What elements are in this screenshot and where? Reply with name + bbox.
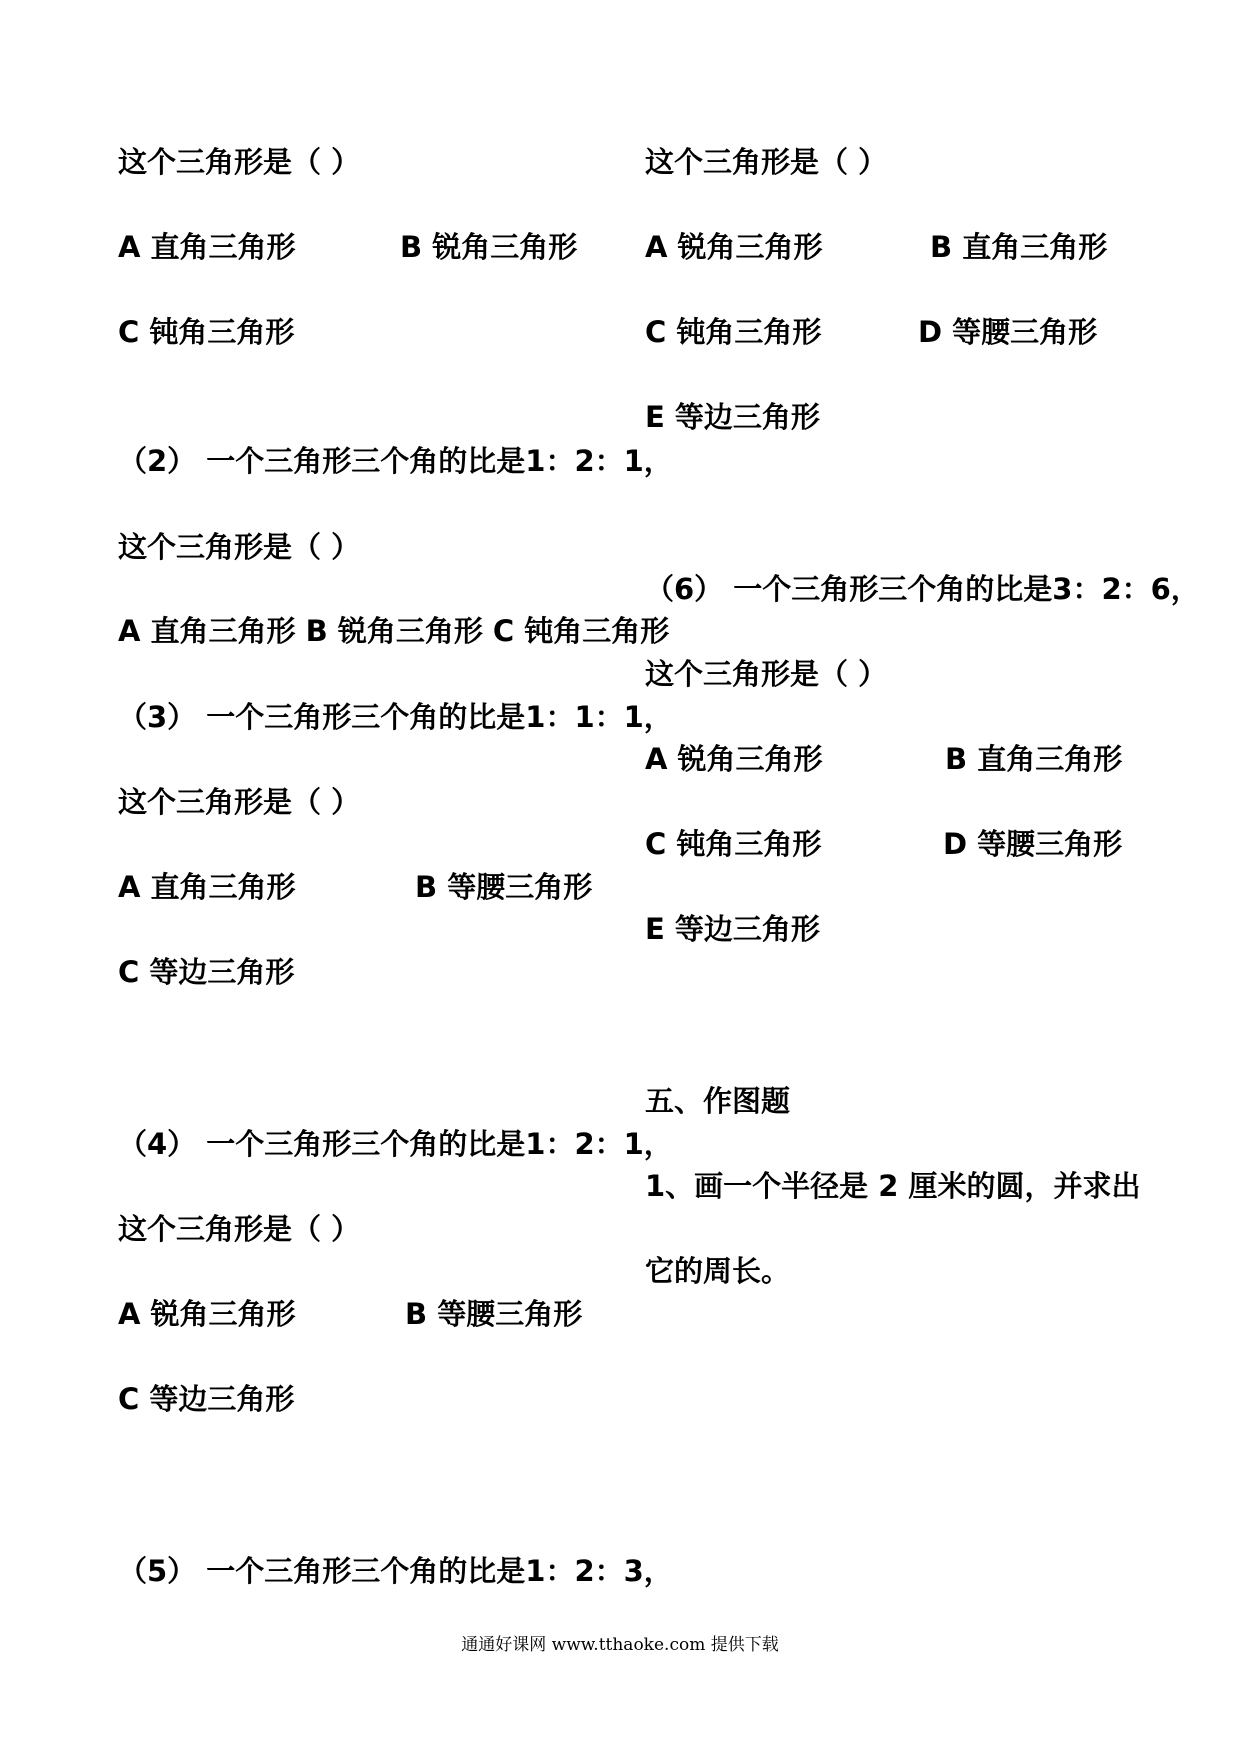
q6-option-a: A 锐角三角形 bbox=[645, 742, 823, 776]
q4-option-c: C 等边三角形 bbox=[118, 1382, 295, 1416]
q2-stem-line2: 这个三角形是（ ） bbox=[118, 530, 361, 564]
q4-option-a: A 锐角三角形 bbox=[118, 1297, 296, 1331]
q3-option-b: B 等腰三角形 bbox=[415, 870, 593, 904]
q6-option-c: C 钝角三角形 bbox=[645, 827, 822, 861]
q1-option-a: A 直角三角形 bbox=[118, 230, 296, 264]
q4-stem-line2: 这个三角形是（ ） bbox=[118, 1212, 361, 1246]
q3-stem-line2: 这个三角形是（ ） bbox=[118, 785, 361, 819]
q1-option-c: C 钝角三角形 bbox=[118, 315, 295, 349]
q2-stem: （2） 一个三角形三个角的比是1：2：1， bbox=[118, 444, 673, 478]
q5-option-b: B 直角三角形 bbox=[930, 230, 1108, 264]
q1-option-b: B 锐角三角形 bbox=[400, 230, 578, 264]
q5-stem: （5） 一个三角形三个角的比是1：2：3， bbox=[118, 1554, 673, 1588]
q6-stem-line2: 这个三角形是（ ） bbox=[645, 657, 888, 691]
q1-stem-line2: 这个三角形是（ ） bbox=[118, 145, 361, 179]
q4-option-b: B 等腰三角形 bbox=[405, 1297, 583, 1331]
draw-question-1: 1、画一个半径是 2 厘米的圆，并求出 bbox=[645, 1169, 1141, 1203]
q5-option-c: C 钝角三角形 bbox=[645, 315, 822, 349]
q3-option-a: A 直角三角形 bbox=[118, 870, 296, 904]
q6-option-e: E 等边三角形 bbox=[645, 912, 820, 946]
q6-option-d: D 等腰三角形 bbox=[943, 827, 1123, 861]
q5-stem-line2: 这个三角形是（ ） bbox=[645, 145, 888, 179]
draw-question-1-line2: 它的周长。 bbox=[645, 1254, 791, 1288]
q5-option-e: E 等边三角形 bbox=[645, 400, 820, 434]
q2-options: A 直角三角形 B 锐角三角形 C 钝角三角形 bbox=[118, 614, 670, 648]
q5-option-a: A 锐角三角形 bbox=[645, 230, 823, 264]
q5-option-d: D 等腰三角形 bbox=[918, 315, 1098, 349]
footer-credit: 通通好课网 www.tthaoke.com 提供下载 bbox=[461, 1635, 779, 1655]
q6-stem: （6） 一个三角形三个角的比是3：2：6， bbox=[645, 572, 1200, 606]
q6-option-b: B 直角三角形 bbox=[945, 742, 1123, 776]
q3-option-c: C 等边三角形 bbox=[118, 955, 295, 989]
q4-stem: （4） 一个三角形三个角的比是1：2：1， bbox=[118, 1127, 673, 1161]
section-title: 五、作图题 bbox=[645, 1084, 791, 1118]
q3-stem: （3） 一个三角形三个角的比是1：1：1， bbox=[118, 700, 673, 734]
